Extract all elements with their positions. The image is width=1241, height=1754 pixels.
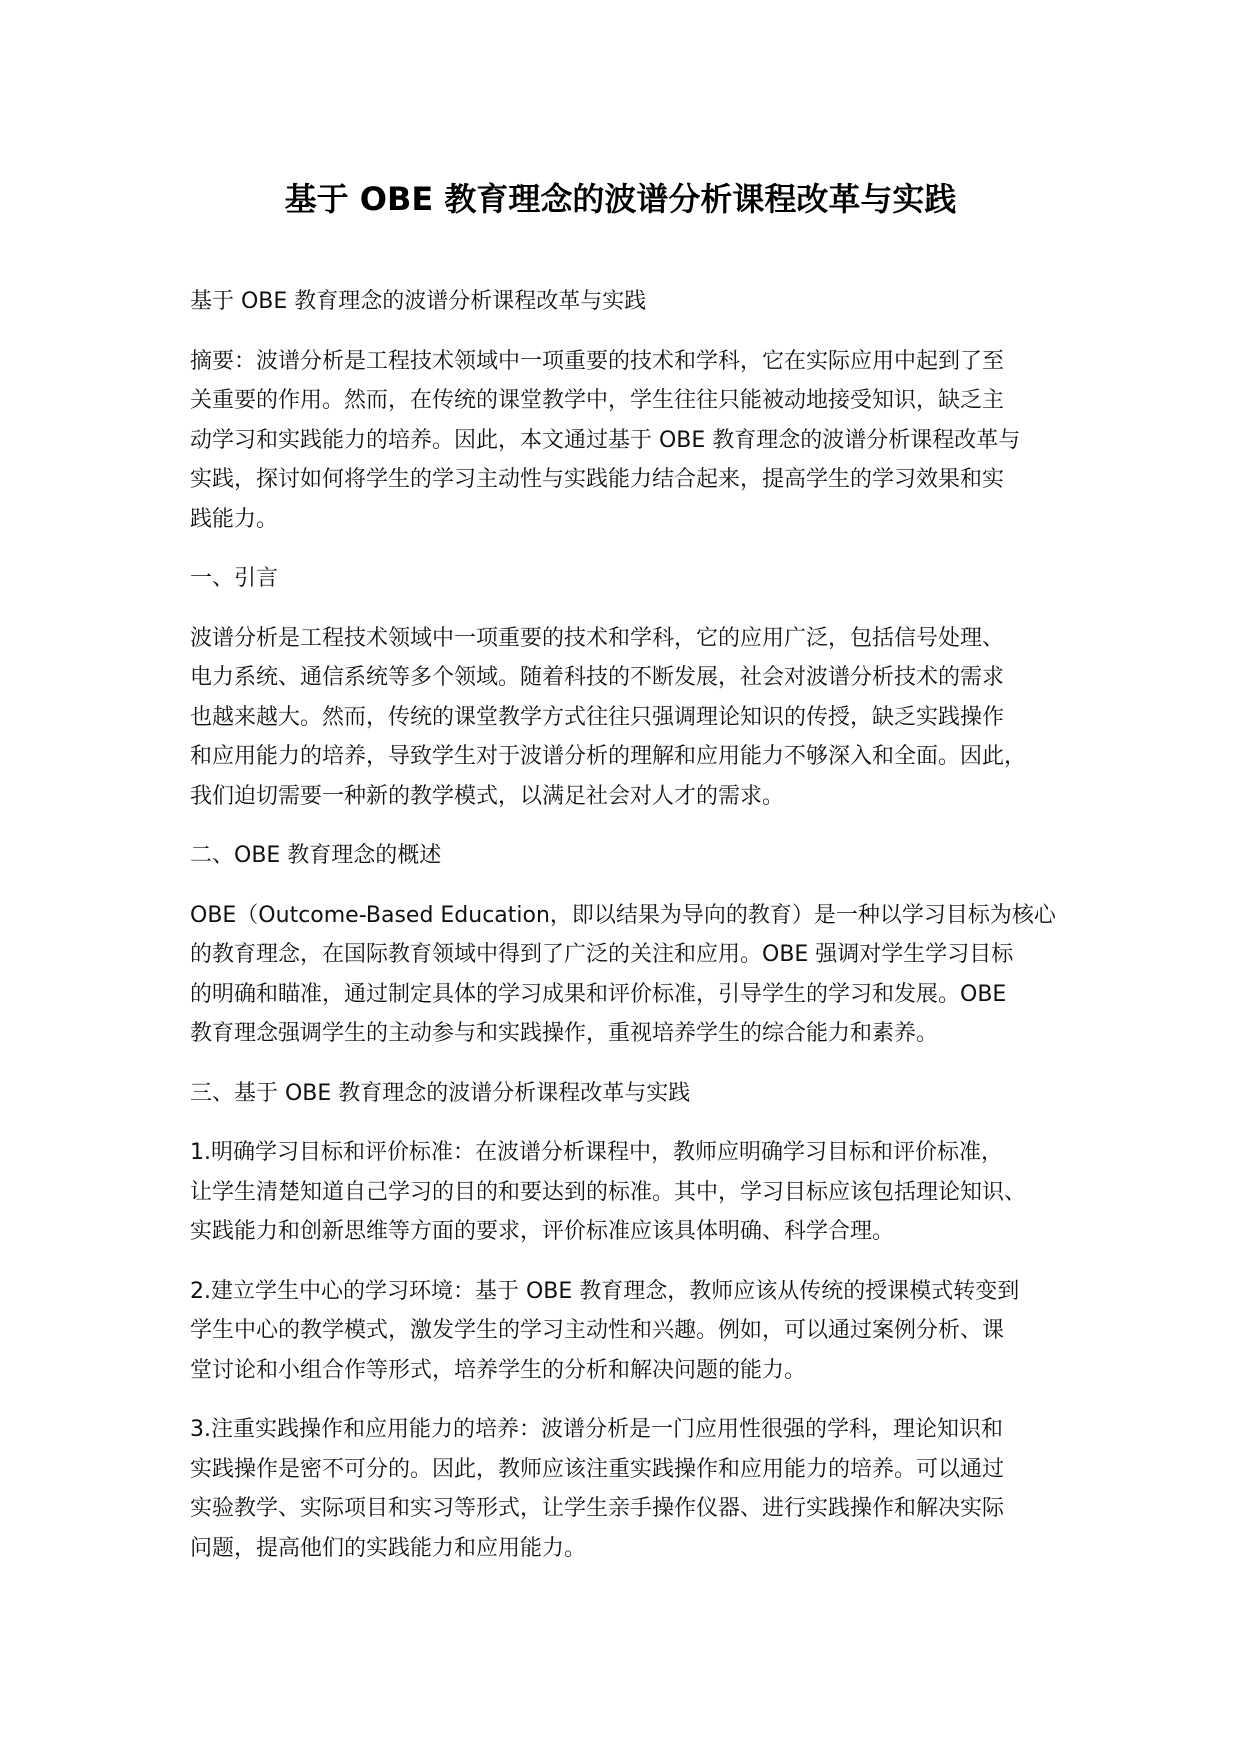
- text-line: 摘要：波谱分析是工程技术领域中一项重要的技术和学科，它在实际应用中起到了至: [190, 348, 1005, 374]
- text-line: 实践能力和创新思维等方面的要求，评价标准应该具体明确、科学合理。: [190, 1219, 895, 1244]
- text-line: 实验教学、实际项目和实习等形式，让学生亲手操作仪器、进行实践操作和解决实际: [190, 1496, 1005, 1521]
- text-line: 1.明确学习目标和评价标准：在波谱分析课程中，教师应明确学习目标和评价标准，: [190, 1140, 1003, 1165]
- text-line: 二、OBE 教育理念的概述: [190, 843, 442, 868]
- text-line: 关重要的作用。然而，在传统的课堂教学中，学生往往只能被动地接受知识，缺乏主: [190, 388, 1005, 413]
- body-paragraph: [190, 1410, 1090, 1568]
- text-line: 实践，探讨如何将学生的学习主动性与实践能力结合起来，提高学生的学习效果和实: [190, 467, 1005, 492]
- text-line: 3.注重实践操作和应用能力的培养：波谱分析是一门应用性很强的学科，理论知识和: [190, 1417, 1003, 1442]
- section-heading: [190, 836, 1090, 876]
- text-line: 和应用能力的培养，导致学生对于波谱分析的理解和应用能力不够深入和全面。因此，: [190, 744, 1027, 769]
- section-heading: [190, 1074, 1090, 1114]
- text-line: 教育理念强调学生的主动参与和实践操作，重视培养学生的综合能力和素养。: [190, 1021, 939, 1046]
- document-title: 基于 OBE 教育理念的波谱分析课程改革与实践: [284, 180, 957, 218]
- text-line: 基于 OBE 教育理念的波谱分析课程改革与实践: [190, 289, 647, 314]
- body-paragraph: [190, 896, 1090, 1054]
- text-line: 也越来越大。然而，传统的课堂教学方式往往只强调理论知识的传授，缺乏实践操作: [190, 704, 1005, 730]
- text-line: 一、引言: [190, 566, 279, 591]
- text-line: 的明确和瞄准，通过制定具体的学习成果和评价标准，引导学生的学习和发展。OBE: [190, 981, 1007, 1007]
- text-line: 践能力。: [190, 506, 279, 532]
- text-line: 学生中心的教学模式，激发学生的学习主动性和兴趣。例如，可以通过案例分析、课: [190, 1318, 1005, 1343]
- abstract-paragraph: [190, 342, 1090, 540]
- document-body: [190, 282, 1090, 1588]
- text-line: 2.建立学生中心的学习环境：基于 OBE 教育理念，教师应该从传统的授课模式转变到: [190, 1278, 1020, 1304]
- text-line: 三、基于 OBE 教育理念的波谱分析课程改革与实践: [190, 1080, 691, 1106]
- text-line: 问题，提高他们的实践能力和应用能力。: [190, 1535, 587, 1561]
- text-line: 堂讨论和小组合作等形式，培养学生的分析和解决问题的能力。: [190, 1357, 807, 1383]
- section-heading: [190, 559, 1090, 599]
- text-line: 实践操作是密不可分的。因此，教师应该注重实践操作和应用能力的培养。可以通过: [190, 1456, 1005, 1482]
- text-line: 的教育理念，在国际教育领域中得到了广泛的关注和应用。OBE 强调对学生学习目标: [190, 942, 1014, 967]
- body-paragraph: [190, 1133, 1090, 1252]
- text-line: OBE（Outcome-Based Education，即以结果为导向的教育）是一种以学习目标为核心: [190, 902, 1056, 928]
- body-paragraph: [190, 1272, 1090, 1391]
- text-line: 我们迫切需要一种新的教学模式，以满足社会对人才的需求。: [190, 783, 785, 809]
- text-line: 电力系统、通信系统等多个领域。随着科技的不断发展，社会对波谱分析技术的需求: [190, 665, 1005, 690]
- text-line: 波谱分析是工程技术领域中一项重要的技术和学科，它的应用广泛，包括信号处理、: [190, 625, 1005, 651]
- body-paragraph: [190, 619, 1090, 817]
- text-line: 让学生清楚知道自己学习的目的和要达到的标准。其中，学习目标应该包括理论知识、: [190, 1179, 1027, 1205]
- text-line: 动学习和实践能力的培养。因此，本文通过基于 OBE 教育理念的波谱分析课程改革与: [190, 427, 1021, 453]
- document-subtitle: [190, 282, 1090, 322]
